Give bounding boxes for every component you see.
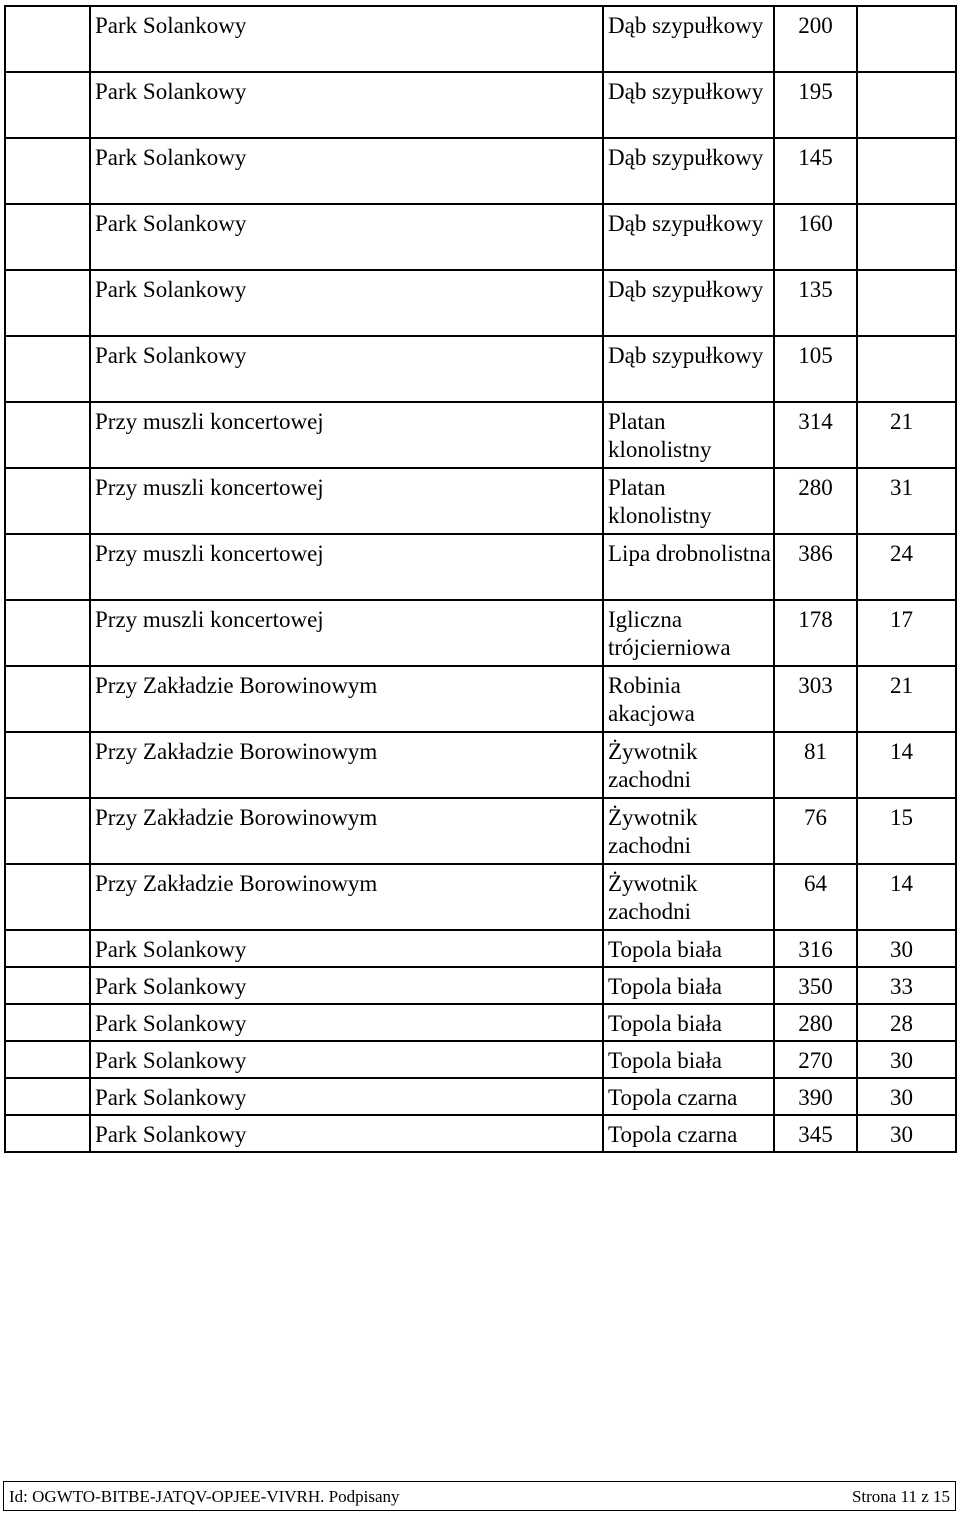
location-text: Przy Zakładzie Borowinowym [95, 739, 378, 764]
height-text: 14 [890, 871, 913, 896]
species-text: Żywotnik zachodni [608, 805, 698, 858]
circumference-text: 270 [798, 1048, 833, 1073]
row-number-cell [5, 138, 90, 204]
species-text: Topola czarna [608, 1085, 738, 1110]
table-row [5, 600, 956, 666]
circumference-text: 314 [798, 409, 833, 434]
height-cell [857, 798, 956, 864]
table-row [5, 6, 956, 72]
circumference-cell [774, 468, 857, 534]
location-cell [90, 1041, 603, 1078]
height-cell [857, 732, 956, 798]
species-cell [603, 6, 774, 72]
height-cell [857, 600, 956, 666]
circumference-cell [774, 967, 857, 1004]
row-number-cell [5, 270, 90, 336]
location-cell [90, 1004, 603, 1041]
location-text: Park Solankowy [95, 937, 247, 962]
circumference-cell [774, 666, 857, 732]
species-cell [603, 402, 774, 468]
location-text: Przy muszli koncertowej [95, 475, 324, 500]
circumference-text: 81 [804, 739, 827, 764]
table-row [5, 402, 956, 468]
location-cell [90, 336, 603, 402]
location-cell [90, 1115, 603, 1152]
circumference-text: 303 [798, 673, 833, 698]
height-text: 30 [890, 1048, 913, 1073]
circumference-cell [774, 138, 857, 204]
species-cell [603, 468, 774, 534]
species-text: Dąb szypułkowy [608, 145, 764, 170]
circumference-text: 135 [798, 277, 833, 302]
circumference-cell [774, 732, 857, 798]
circumference-cell [774, 798, 857, 864]
height-text: 15 [890, 805, 913, 830]
height-text: 30 [890, 937, 913, 962]
location-text: Przy muszli koncertowej [95, 409, 324, 434]
height-text: 30 [890, 1122, 913, 1147]
location-cell [90, 864, 603, 930]
location-text: Przy muszli koncertowej [95, 541, 324, 566]
height-text: 33 [890, 974, 913, 999]
height-cell [857, 270, 956, 336]
height-cell [857, 967, 956, 1004]
circumference-text: 386 [798, 541, 833, 566]
circumference-text: 350 [798, 974, 833, 999]
height-cell [857, 534, 956, 600]
row-number-cell [5, 732, 90, 798]
location-text: Przy muszli koncertowej [95, 607, 324, 632]
table-body [5, 6, 956, 1152]
species-text: Platan klonolistny [608, 475, 712, 528]
location-cell [90, 270, 603, 336]
location-cell [90, 534, 603, 600]
height-text: 21 [890, 673, 913, 698]
height-cell [857, 336, 956, 402]
row-number-cell [5, 6, 90, 72]
location-text: Park Solankowy [95, 1122, 247, 1147]
table-row [5, 1041, 956, 1078]
location-text: Park Solankowy [95, 343, 247, 368]
table-row [5, 930, 956, 967]
row-number-cell [5, 930, 90, 967]
row-number-cell [5, 72, 90, 138]
row-number-cell [5, 402, 90, 468]
species-text: Topola biała [608, 1048, 722, 1073]
location-cell [90, 600, 603, 666]
location-text: Przy Zakładzie Borowinowym [95, 673, 378, 698]
circumference-cell [774, 72, 857, 138]
species-text: Lipa drobnolistna [608, 541, 771, 566]
document-id-text: Id: OGWTO-BITBE-JATQV-OPJEE-VIVRH. Podpisany [9, 1487, 400, 1506]
species-cell [603, 930, 774, 967]
row-number-cell [5, 534, 90, 600]
row-number-cell [5, 336, 90, 402]
species-text: Igliczna trójcierniowa [608, 607, 731, 660]
species-cell [603, 72, 774, 138]
row-number-cell [5, 1004, 90, 1041]
circumference-cell [774, 6, 857, 72]
location-text: Park Solankowy [95, 145, 247, 170]
circumference-cell [774, 864, 857, 930]
species-text: Żywotnik zachodni [608, 739, 698, 792]
circumference-cell [774, 930, 857, 967]
circumference-text: 200 [798, 13, 833, 38]
row-number-cell [5, 967, 90, 1004]
height-text: 31 [890, 475, 913, 500]
species-cell [603, 732, 774, 798]
row-number-cell [5, 1041, 90, 1078]
height-cell [857, 1115, 956, 1152]
height-cell [857, 930, 956, 967]
species-cell [603, 1004, 774, 1041]
circumference-text: 160 [798, 211, 833, 236]
species-text: Żywotnik zachodni [608, 871, 698, 924]
circumference-text: 280 [798, 475, 833, 500]
species-text: Dąb szypułkowy [608, 13, 764, 38]
circumference-cell [774, 270, 857, 336]
table-row [5, 204, 956, 270]
height-cell [857, 204, 956, 270]
species-cell [603, 534, 774, 600]
species-text: Dąb szypułkowy [608, 79, 764, 104]
location-cell [90, 468, 603, 534]
height-cell [857, 1078, 956, 1115]
circumference-text: 105 [798, 343, 833, 368]
location-cell [90, 1078, 603, 1115]
row-number-cell [5, 1115, 90, 1152]
row-number-cell [5, 666, 90, 732]
species-text: Topola czarna [608, 1122, 738, 1147]
location-text: Przy Zakładzie Borowinowym [95, 805, 378, 830]
table-row [5, 534, 956, 600]
table-row [5, 666, 956, 732]
table-row [5, 468, 956, 534]
species-text: Topola biała [608, 974, 722, 999]
location-text: Park Solankowy [95, 1085, 247, 1110]
circumference-cell [774, 336, 857, 402]
circumference-cell [774, 402, 857, 468]
height-cell [857, 402, 956, 468]
location-cell [90, 666, 603, 732]
location-text: Park Solankowy [95, 1048, 247, 1073]
species-cell [603, 666, 774, 732]
circumference-cell [774, 534, 857, 600]
height-text: 30 [890, 1085, 913, 1110]
height-text: 24 [890, 541, 913, 566]
row-number-cell [5, 798, 90, 864]
height-cell [857, 666, 956, 732]
species-cell [603, 600, 774, 666]
height-text: 21 [890, 409, 913, 434]
circumference-cell [774, 1078, 857, 1115]
circumference-cell [774, 1041, 857, 1078]
table-row [5, 798, 956, 864]
circumference-text: 76 [804, 805, 827, 830]
location-cell [90, 6, 603, 72]
table-row [5, 138, 956, 204]
row-number-cell [5, 1078, 90, 1115]
location-text: Park Solankowy [95, 13, 247, 38]
height-cell [857, 1004, 956, 1041]
species-cell [603, 864, 774, 930]
table-row [5, 864, 956, 930]
circumference-text: 280 [798, 1011, 833, 1036]
species-text: Topola biała [608, 1011, 722, 1036]
row-number-cell [5, 204, 90, 270]
location-cell [90, 732, 603, 798]
species-text: Dąb szypułkowy [608, 343, 764, 368]
row-number-cell [5, 864, 90, 930]
height-text: 14 [890, 739, 913, 764]
species-text: Topola biała [608, 937, 722, 962]
species-text: Dąb szypułkowy [608, 277, 764, 302]
table-row [5, 967, 956, 1004]
height-cell [857, 6, 956, 72]
table-row [5, 270, 956, 336]
location-cell [90, 72, 603, 138]
height-text: 28 [890, 1011, 913, 1036]
location-text: Park Solankowy [95, 79, 247, 104]
circumference-text: 178 [798, 607, 833, 632]
height-cell [857, 864, 956, 930]
height-text: 17 [890, 607, 913, 632]
location-cell [90, 204, 603, 270]
location-text: Park Solankowy [95, 1011, 247, 1036]
page-footer [3, 1481, 956, 1511]
height-cell [857, 138, 956, 204]
species-cell [603, 967, 774, 1004]
species-cell [603, 798, 774, 864]
location-cell [90, 138, 603, 204]
circumference-text: 64 [804, 871, 827, 896]
circumference-text: 345 [798, 1122, 833, 1147]
circumference-cell [774, 1115, 857, 1152]
location-cell [90, 967, 603, 1004]
circumference-text: 316 [798, 937, 833, 962]
location-cell [90, 930, 603, 967]
table-row [5, 732, 956, 798]
species-cell [603, 1115, 774, 1152]
species-text: Platan klonolistny [608, 409, 712, 462]
height-cell [857, 1041, 956, 1078]
location-text: Przy Zakładzie Borowinowym [95, 871, 378, 896]
circumference-text: 145 [798, 145, 833, 170]
circumference-text: 390 [798, 1085, 833, 1110]
circumference-cell [774, 600, 857, 666]
location-cell [90, 798, 603, 864]
table-row [5, 1004, 956, 1041]
location-text: Park Solankowy [95, 211, 247, 236]
species-cell [603, 1041, 774, 1078]
species-cell [603, 336, 774, 402]
circumference-cell [774, 1004, 857, 1041]
species-cell [603, 270, 774, 336]
circumference-text: 195 [798, 79, 833, 104]
row-number-cell [5, 600, 90, 666]
tree-inventory-table [4, 5, 957, 1153]
height-cell [857, 72, 956, 138]
table-row [5, 1078, 956, 1115]
table-row [5, 1115, 956, 1152]
species-text: Dąb szypułkowy [608, 211, 764, 236]
species-cell [603, 1078, 774, 1115]
row-number-cell [5, 468, 90, 534]
species-cell [603, 138, 774, 204]
table-row [5, 336, 956, 402]
location-text: Park Solankowy [95, 974, 247, 999]
table-row [5, 72, 956, 138]
page-number-text: Strona 11 z 15 [851, 1487, 950, 1506]
location-text: Park Solankowy [95, 277, 247, 302]
species-cell [603, 204, 774, 270]
circumference-cell [774, 204, 857, 270]
height-cell [857, 468, 956, 534]
location-cell [90, 402, 603, 468]
species-text: Robinia akacjowa [608, 673, 695, 726]
